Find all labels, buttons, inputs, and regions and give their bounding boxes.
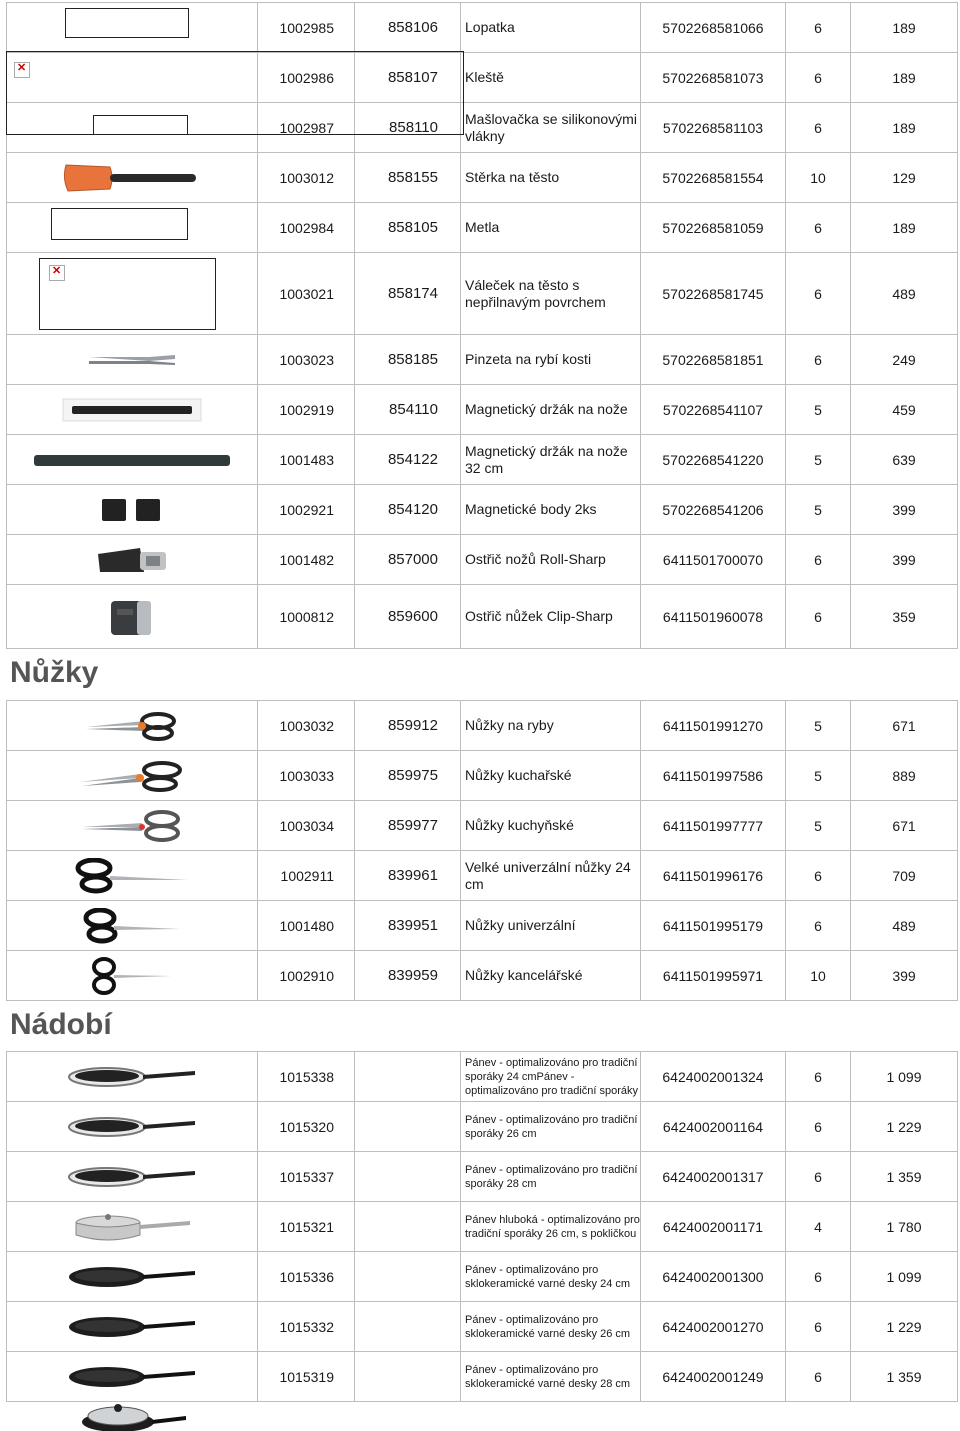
item-name: Pánev - optimalizováno pro sklokeramické varné desky 26 cm — [461, 1302, 641, 1352]
item-qty: 6 — [786, 1102, 851, 1152]
item-qty: 5 — [786, 701, 851, 751]
item-ean: 5702268581103 — [641, 103, 786, 153]
item-qty: 6 — [786, 535, 851, 585]
item-qty: 5 — [786, 801, 851, 851]
item-name: Metla — [461, 203, 641, 253]
table-row — [7, 1102, 958, 1152]
item-id: 1001480 — [258, 901, 355, 951]
orange-spatula-icon — [7, 153, 257, 202]
item-qty: 6 — [786, 851, 851, 901]
item-price: 671 — [851, 701, 958, 751]
item-name: Magnetický držák na nože — [461, 385, 641, 435]
item-qty: 6 — [786, 3, 851, 53]
item-name: Ostřič nožů Roll-Sharp — [461, 535, 641, 585]
item-name: Magnetický držák na nože 32 cm — [461, 435, 641, 485]
scissors-icon — [7, 701, 257, 750]
item-code: 858110 — [355, 103, 461, 153]
item-code: 859977 — [355, 801, 461, 851]
item-price: 359 — [851, 585, 958, 649]
item-ean: 6424002001249 — [641, 1352, 786, 1402]
item-qty: 6 — [786, 1052, 851, 1102]
product-image-cell — [7, 951, 258, 1001]
item-id: 1002910 — [258, 951, 355, 1001]
scissors-icon — [7, 951, 257, 1000]
item-ean: 6424002001300 — [641, 1252, 786, 1302]
item-id: 1002987 — [258, 103, 355, 153]
item-id: 1002919 — [258, 385, 355, 435]
item-code: 859600 — [355, 585, 461, 649]
table-row — [7, 951, 958, 1001]
item-name: Velké univerzální nůžky 24 cm — [461, 851, 641, 901]
item-price: 1 229 — [851, 1302, 958, 1352]
product-image-cell — [7, 751, 258, 801]
item-id: 1002985 — [258, 3, 355, 53]
item-qty: 6 — [786, 103, 851, 153]
table-row — [7, 801, 958, 851]
item-id: 1015332 — [258, 1302, 355, 1352]
table-row — [7, 3, 958, 53]
item-code: 859975 — [355, 751, 461, 801]
item-name: Pinzeta na rybí kosti — [461, 335, 641, 385]
item-name: Nůžky univerzální — [461, 901, 641, 951]
item-ean: 5702268581554 — [641, 153, 786, 203]
table-row — [7, 535, 958, 585]
item-code — [355, 1302, 461, 1352]
section-heading-cookware: Nádobí — [10, 1008, 112, 1041]
tweezers-icon — [7, 335, 257, 384]
item-id: 1002986 — [258, 53, 355, 103]
item-qty: 6 — [786, 253, 851, 335]
item-code: 858155 — [355, 153, 461, 203]
item-name: Pánev - optimalizováno pro sklokeramické varné desky 28 cm — [461, 1352, 641, 1402]
item-qty: 5 — [786, 435, 851, 485]
item-price: 189 — [851, 103, 958, 153]
frying-pan-dark-icon — [7, 1302, 257, 1351]
item-code: 858105 — [355, 203, 461, 253]
item-ean: 5702268541206 — [641, 485, 786, 535]
item-name: Mašlovačka se silikonovými vlákny — [461, 103, 641, 153]
item-name: Váleček na těsto s nepřilnavým povrchem — [461, 253, 641, 335]
item-name: Ostřič nůžek Clip-Sharp — [461, 585, 641, 649]
item-ean: 5702268581059 — [641, 203, 786, 253]
product-image-cell — [7, 1102, 258, 1152]
product-image-cell — [7, 203, 258, 253]
item-qty: 6 — [786, 585, 851, 649]
item-price: 129 — [851, 153, 958, 203]
item-price: 189 — [851, 53, 958, 103]
item-price: 489 — [851, 253, 958, 335]
product-image-cell — [7, 485, 258, 535]
item-qty: 6 — [786, 1152, 851, 1202]
item-price: 399 — [851, 485, 958, 535]
item-price: 1 359 — [851, 1152, 958, 1202]
table-row — [7, 1352, 958, 1402]
item-code: 839959 — [355, 951, 461, 1001]
item-ean: 6411501997586 — [641, 751, 786, 801]
item-id: 1002911 — [258, 851, 355, 901]
item-code: 858107 — [355, 53, 461, 103]
product-image-cell — [7, 851, 258, 901]
pan-with-lid-icon — [78, 1398, 188, 1431]
product-image-cell — [7, 1052, 258, 1102]
item-ean: 6411501995971 — [641, 951, 786, 1001]
item-name: Nůžky na ryby — [461, 701, 641, 751]
item-id: 1000812 — [258, 585, 355, 649]
product-image-cell — [7, 585, 258, 649]
item-price: 489 — [851, 901, 958, 951]
table-row — [7, 851, 958, 901]
image-placeholder-icon — [39, 258, 216, 330]
table-row — [7, 253, 958, 335]
item-ean: 6424002001164 — [641, 1102, 786, 1152]
item-ean: 6424002001270 — [641, 1302, 786, 1352]
item-id: 1003023 — [258, 335, 355, 385]
table-row — [7, 1202, 958, 1252]
item-code: 854120 — [355, 485, 461, 535]
table-row — [7, 435, 958, 485]
item-code — [355, 1202, 461, 1252]
item-qty: 6 — [786, 53, 851, 103]
frying-pan-dark-icon — [7, 1352, 257, 1401]
product-table-cookware — [6, 1051, 958, 1402]
item-price: 1 780 — [851, 1202, 958, 1252]
table-row — [7, 585, 958, 649]
product-image-cell — [7, 435, 258, 485]
product-image-cell — [7, 701, 258, 751]
magnetic-bar-icon — [7, 385, 257, 434]
item-id: 1015321 — [258, 1202, 355, 1252]
item-id: 1003033 — [258, 751, 355, 801]
item-ean: 6424002001317 — [641, 1152, 786, 1202]
product-image-cell — [7, 1152, 258, 1202]
item-price: 249 — [851, 335, 958, 385]
item-name: Nůžky kuchyňské — [461, 801, 641, 851]
broken-image-icon — [49, 265, 65, 281]
item-qty: 6 — [786, 1302, 851, 1352]
item-price: 1 099 — [851, 1252, 958, 1302]
item-code: 858106 — [355, 3, 461, 53]
magnetic-dots-icon — [7, 485, 257, 534]
product-image-cell — [7, 385, 258, 435]
table-row — [7, 701, 958, 751]
magnetic-bar-long-icon — [7, 435, 257, 484]
item-id: 1015338 — [258, 1052, 355, 1102]
table-row — [7, 1052, 958, 1102]
item-code: 854110 — [355, 385, 461, 435]
item-id: 1003021 — [258, 253, 355, 335]
item-qty: 5 — [786, 485, 851, 535]
item-name: Lopatka — [461, 3, 641, 53]
item-name: Pánev - optimalizováno pro sklokeramické varné desky 24 cm — [461, 1252, 641, 1302]
item-id: 1002921 — [258, 485, 355, 535]
item-price: 399 — [851, 951, 958, 1001]
product-image-cell — [7, 1302, 258, 1352]
item-name: Stěrka na těsto — [461, 153, 641, 203]
item-qty: 6 — [786, 901, 851, 951]
item-id: 1003012 — [258, 153, 355, 203]
product-image-cell — [7, 801, 258, 851]
item-code — [355, 1352, 461, 1402]
item-qty: 10 — [786, 951, 851, 1001]
frying-pan-dark-icon — [7, 1252, 257, 1301]
knife-sharpener-icon — [7, 535, 257, 584]
item-qty: 6 — [786, 1352, 851, 1402]
item-code: 858174 — [355, 253, 461, 335]
item-price: 459 — [851, 385, 958, 435]
item-ean: 6411501995179 — [641, 901, 786, 951]
item-price: 189 — [851, 203, 958, 253]
item-ean: 6411501996176 — [641, 851, 786, 901]
item-ean: 5702268581851 — [641, 335, 786, 385]
table-row — [7, 901, 958, 951]
frying-pan-icon — [7, 1152, 257, 1201]
item-ean: 5702268541220 — [641, 435, 786, 485]
item-qty: 5 — [786, 385, 851, 435]
scissors-icon — [7, 751, 257, 800]
frying-pan-icon — [7, 1052, 257, 1101]
scissors-icon — [7, 851, 257, 900]
table-row — [7, 203, 958, 253]
scissors-icon — [7, 801, 257, 850]
item-price: 671 — [851, 801, 958, 851]
item-ean: 5702268581073 — [641, 53, 786, 103]
item-qty: 6 — [786, 203, 851, 253]
item-id: 1003034 — [258, 801, 355, 851]
item-price: 1 099 — [851, 1052, 958, 1102]
item-price: 889 — [851, 751, 958, 801]
item-code — [355, 1102, 461, 1152]
image-frame-overlay — [6, 51, 464, 135]
item-ean: 6424002001324 — [641, 1052, 786, 1102]
item-name: Magnetické body 2ks — [461, 485, 641, 535]
item-price: 639 — [851, 435, 958, 485]
item-id: 1002984 — [258, 203, 355, 253]
item-code — [355, 1052, 461, 1102]
section-heading-scissors: Nůžky — [10, 656, 99, 689]
product-image-cell — [7, 153, 258, 203]
item-ean: 5702268581066 — [641, 3, 786, 53]
item-code — [355, 1152, 461, 1202]
product-table-scissors — [6, 700, 958, 1001]
table-row — [7, 751, 958, 801]
table-row — [7, 385, 958, 435]
item-qty: 6 — [786, 335, 851, 385]
product-image-cell — [7, 1202, 258, 1252]
item-name: Pánev hluboká - optimalizováno pro tradiční sporáky 26 cm, s pokličkou — [461, 1202, 641, 1252]
frying-pan-icon — [7, 1102, 257, 1151]
item-ean: 6411501991270 — [641, 701, 786, 751]
item-id: 1015320 — [258, 1102, 355, 1152]
product-image-cell — [7, 3, 258, 53]
scissor-sharpener-icon — [7, 585, 257, 648]
product-image-cell — [7, 335, 258, 385]
item-code: 854122 — [355, 435, 461, 485]
item-code: 839961 — [355, 851, 461, 901]
item-id: 1015336 — [258, 1252, 355, 1302]
item-name: Nůžky kancelářské — [461, 951, 641, 1001]
product-image-cell — [7, 1352, 258, 1402]
product-image-cell — [7, 901, 258, 951]
item-qty: 6 — [786, 1252, 851, 1302]
item-name: Pánev - optimalizováno pro tradiční sporáky 28 cm — [461, 1152, 641, 1202]
item-qty: 10 — [786, 153, 851, 203]
item-name: Pánev - optimalizováno pro tradiční sporáky 24 cmPánev - optimalizováno pro tradiční sporáky — [461, 1052, 641, 1102]
table-row — [7, 485, 958, 535]
table-row — [7, 1252, 958, 1302]
table-row — [7, 1152, 958, 1202]
item-ean: 6411501997777 — [641, 801, 786, 851]
item-code: 858185 — [355, 335, 461, 385]
item-qty: 4 — [786, 1202, 851, 1252]
item-name: Nůžky kuchařské — [461, 751, 641, 801]
product-image-cell — [7, 1252, 258, 1302]
item-ean: 5702268541107 — [641, 385, 786, 435]
item-id: 1001483 — [258, 435, 355, 485]
table-row — [7, 153, 958, 203]
image-placeholder-icon — [51, 208, 188, 240]
product-image-cell — [7, 253, 258, 335]
item-code: 857000 — [355, 535, 461, 585]
item-ean: 5702268581745 — [641, 253, 786, 335]
image-placeholder-icon — [65, 8, 189, 38]
item-code — [355, 1252, 461, 1302]
table-row — [7, 1302, 958, 1352]
item-ean: 6424002001171 — [641, 1202, 786, 1252]
item-code: 839951 — [355, 901, 461, 951]
table-row — [7, 335, 958, 385]
item-ean: 6411501960078 — [641, 585, 786, 649]
product-image-cell — [7, 535, 258, 585]
scissors-icon — [7, 901, 257, 950]
item-price: 189 — [851, 3, 958, 53]
item-id: 1015337 — [258, 1152, 355, 1202]
item-name: Kleště — [461, 53, 641, 103]
item-ean: 6411501700070 — [641, 535, 786, 585]
item-price: 709 — [851, 851, 958, 901]
item-price: 1 359 — [851, 1352, 958, 1402]
item-qty: 5 — [786, 751, 851, 801]
item-price: 399 — [851, 535, 958, 585]
item-name: Pánev - optimalizováno pro tradiční sporáky 26 cm — [461, 1102, 641, 1152]
item-id: 1001482 — [258, 535, 355, 585]
item-price: 1 229 — [851, 1102, 958, 1152]
item-id: 1015319 — [258, 1352, 355, 1402]
item-id: 1003032 — [258, 701, 355, 751]
item-code: 859912 — [355, 701, 461, 751]
saute-pan-icon — [7, 1202, 257, 1251]
